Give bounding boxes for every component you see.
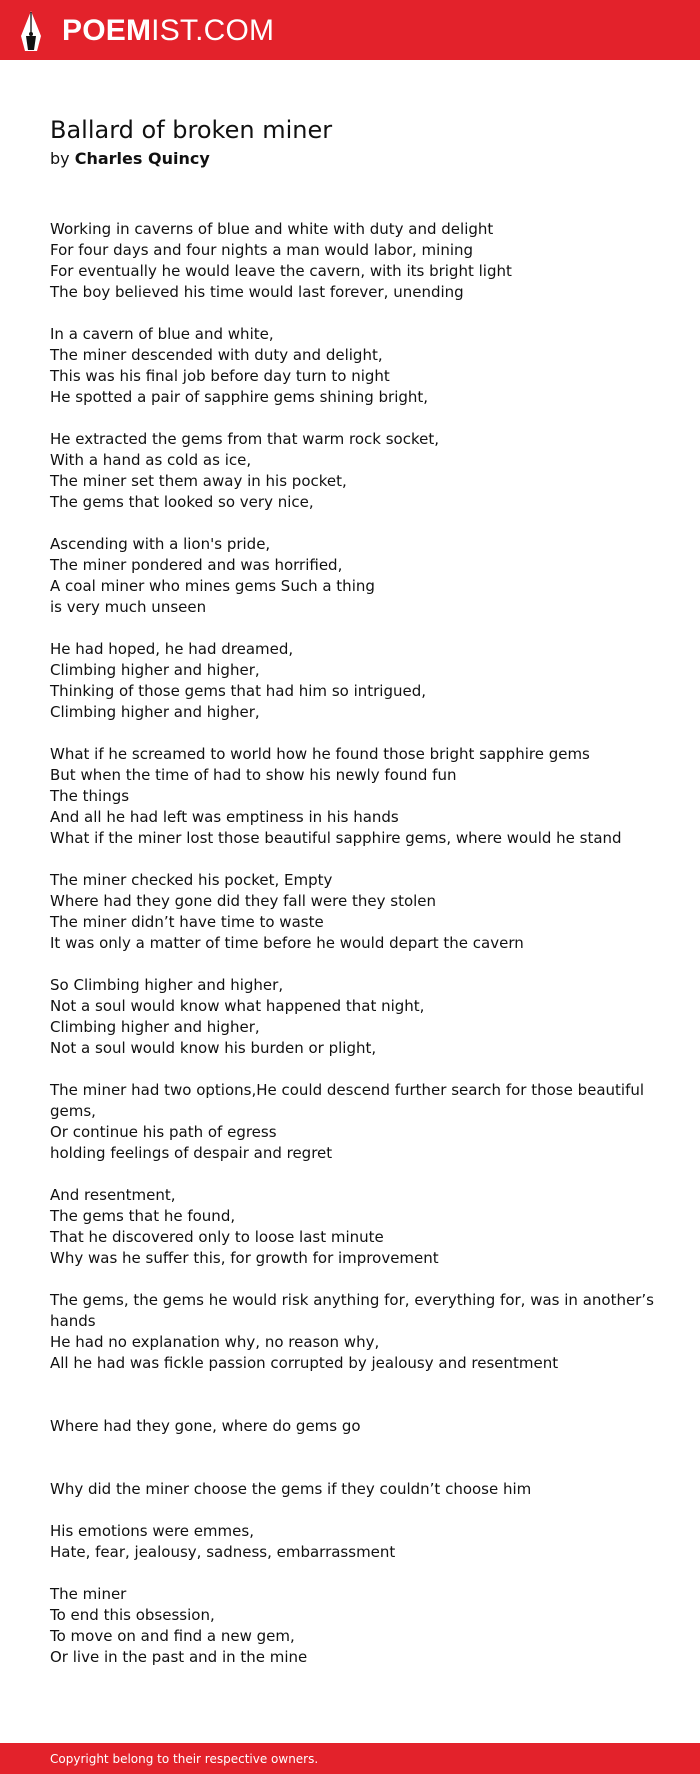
poem-line: Climbing higher and higher, [50,703,260,721]
poem-line: To move on and find a new gem, [50,1627,295,1645]
author-name: Charles Quincy [74,149,210,168]
poem-line: Where had they gone, where do gems go [50,1417,361,1435]
poem-line: Working in caverns of blue and white with duty and delight [50,220,494,238]
poem-line: His emotions were emmes, [50,1522,254,1540]
poem-line: Ascending with a lion's pride, [50,535,271,553]
poem-line: The miner had two options,He could descend further search for those beautiful gems, [50,1081,645,1120]
site-header [0,0,700,60]
poem-line: The miner pondered and was horrified, [50,556,343,574]
poem-line: And all he had left was emptiness in his hands [50,808,399,826]
poem-line: Climbing higher and higher, [50,661,260,679]
brand-name-domain: IST.COM [151,14,275,47]
poem-body [50,219,670,1668]
poem-line: But when the time of had to show his newly found fun [50,766,457,784]
poem-line: The miner set them away in his pocket, [50,472,347,490]
poem-line: The gems that he found, [50,1207,236,1225]
stanza-spacer-large [50,1437,670,1479]
poem-line: He had hoped, he had dreamed, [50,640,294,658]
poem-line: Climbing higher and higher, [50,1018,260,1036]
poem-line: This was his final job before day turn to night [50,367,390,385]
poem-line: And resentment, [50,1186,176,1204]
poem-line: For eventually he would leave the cavern, with its bright light [50,262,512,280]
byline-prefix: by [50,149,70,168]
poem-line: He extracted the gems from that warm rock socket, [50,430,439,448]
poem-line: The gems, the gems he would risk anything for, everything for, was in another’s hands [50,1291,654,1330]
poem-line: The miner checked his pocket, Empty [50,871,333,889]
poem-content [50,115,670,1668]
poem-line: With a hand as cold as ice, [50,451,252,469]
poem-line: For four days and four nights a man would labor, mining [50,241,474,259]
poem-line: Why did the miner choose the gems if they couldn’t choose him [50,1480,532,1498]
poem-line: He spotted a pair of sapphire gems shining bright, [50,388,429,406]
poem-line: So Climbing higher and higher, [50,976,284,994]
poem-line: To end this obsession, [50,1606,215,1624]
poem-line: The miner didn’t have time to waste [50,913,324,931]
poem-line: Thinking of those gems that had him so intrigued, [50,682,427,700]
poem-line: The miner descended with duty and delight, [50,346,383,364]
poem-line: The things [50,787,130,805]
poem-line: Not a soul would know his burden or plight, [50,1039,377,1057]
poem-line: The boy believed his time would last forever, unending [50,283,464,301]
poem-line: holding feelings of despair and regret [50,1144,333,1162]
poem-line: Not a soul would know what happened that night, [50,997,425,1015]
stanza-spacer [50,723,670,744]
stanza-spacer [50,618,670,639]
stanza-spacer [50,849,670,870]
site-logo-link[interactable] [18,10,274,52]
poem-line: The miner [50,1585,127,1603]
poem-line: Hate, fear, jealousy, sadness, embarrassment [50,1543,396,1561]
brand-name [62,16,274,46]
stanza-spacer [50,513,670,534]
poem-line: Or live in the past and in the mine [50,1648,308,1666]
brand-name-bold: POEM [62,14,152,47]
stanza-spacer [50,1563,670,1584]
stanza-spacer [50,408,670,429]
poem-line: A coal miner who mines gems Such a thing [50,577,375,595]
poem-title: Ballard of broken miner [50,116,333,144]
poem-line: Where had they gone did they fall were they stolen [50,892,437,910]
poem-line: What if he screamed to world how he found those bright sapphire gems [50,745,590,763]
stanza-spacer-large [50,1374,670,1416]
copyright-notice: Copyright belong to their respective owners. [50,1752,319,1766]
poem-line: All he had was fickle passion corrupted by jealousy and resentment [50,1354,559,1372]
poem-line: That he discovered only to loose last minute [50,1228,384,1246]
poem-line: He had no explanation why, no reason why, [50,1333,380,1351]
poem-line: What if the miner lost those beautiful sapphire gems, where would he stand [50,829,622,847]
stanza-spacer [50,1269,670,1290]
stanza-spacer [50,954,670,975]
poem-line: It was only a matter of time before he would depart the cavern [50,934,524,952]
stanza-spacer [50,1500,670,1521]
site-footer [0,1743,700,1774]
stanza-spacer [50,303,670,324]
poem-line: Or continue his path of egress [50,1123,277,1141]
poem-line: The gems that looked so very nice, [50,493,314,511]
poem-line: Why was he suffer this, for growth for improvement [50,1249,439,1267]
stanza-spacer [50,1059,670,1080]
pen-nib-icon [18,10,44,52]
poem-line: is very much unseen [50,598,207,616]
poem-byline [50,148,670,170]
poem-line: In a cavern of blue and white, [50,325,274,343]
stanza-spacer [50,1164,670,1185]
